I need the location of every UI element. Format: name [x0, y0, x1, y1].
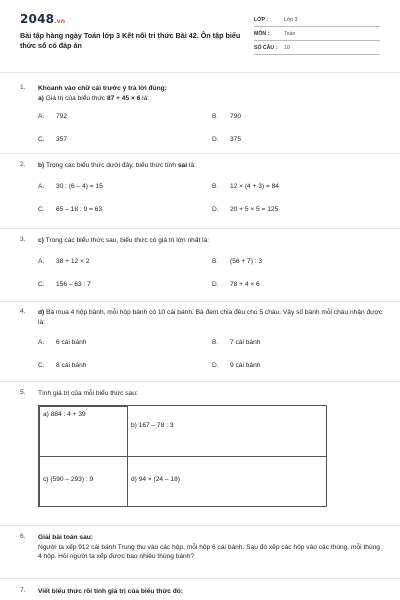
- meta-subject-value: Toán: [284, 31, 296, 37]
- meta-count-value: 10: [284, 45, 290, 51]
- question-number: 7.: [20, 587, 26, 594]
- option-text: 790: [230, 113, 242, 120]
- option-d[interactable]: [212, 281, 260, 288]
- logo-suffix: .vn: [54, 18, 66, 25]
- logo-main: 2048: [20, 12, 55, 26]
- option-b[interactable]: [212, 258, 262, 265]
- question-part: [38, 94, 383, 104]
- option-text: 8 cái bánh: [56, 362, 87, 369]
- option-a[interactable]: [38, 183, 103, 190]
- option-c[interactable]: [38, 281, 91, 288]
- part-label: d): [38, 309, 45, 316]
- part-expression: 87 + 45 × 6: [106, 94, 141, 102]
- question-number: 2.: [20, 161, 26, 168]
- option-b[interactable]: [212, 183, 279, 190]
- option-text: (56 + 7) : 3: [230, 258, 263, 265]
- option-letter: D.: [212, 206, 219, 213]
- option-c[interactable]: [38, 362, 86, 369]
- option-c[interactable]: [38, 136, 67, 143]
- meta-grade-value: Lớp 3: [284, 17, 298, 23]
- option-letter: C.: [38, 136, 45, 143]
- question-text: [38, 161, 383, 171]
- option-letter: A.: [38, 258, 45, 265]
- option-text: 156 – 63 : 7: [56, 281, 91, 288]
- part-bold-word: sai: [177, 162, 188, 169]
- meta-count-key: SỐ CÂU :: [254, 45, 278, 51]
- option-letter: B.: [212, 258, 219, 265]
- option-d[interactable]: [212, 136, 241, 143]
- question-title: Giải bài toán sau:: [38, 534, 93, 541]
- option-letter: C.: [38, 206, 45, 213]
- question-number: 1.: [20, 84, 26, 91]
- option-text: 30 : (6 – 4) = 15: [56, 183, 103, 190]
- option-letter: D.: [212, 136, 219, 143]
- option-text: 792: [56, 113, 68, 120]
- document-title: Bài tập hàng ngày Toán lớp 3 Kết nối tri thức Bài 42. Ôn tập biểu thức số có đáp án: [20, 31, 241, 50]
- meta-subject: [254, 29, 380, 41]
- part-label: b): [38, 162, 45, 169]
- option-text: 375: [230, 136, 242, 143]
- divider: [0, 525, 400, 526]
- part-text: Bà mua 4 hộp bánh, mỗi hộp bánh có 10 cái bánh. Bà đem chia đều cho 5 cháu. Vậy số bánh mỗi cháu nhận được là:: [38, 309, 383, 326]
- option-c[interactable]: [38, 206, 102, 213]
- question-title: Viết biểu thức rồi tính giá trị của biểu thức đó:: [38, 588, 183, 595]
- meta-count: [254, 43, 380, 55]
- question-number: 5.: [20, 389, 26, 396]
- option-letter: B.: [212, 113, 219, 120]
- option-b[interactable]: [212, 339, 260, 346]
- page-header: [0, 0, 400, 75]
- question-text: [38, 533, 383, 562]
- option-b[interactable]: [212, 113, 241, 120]
- option-letter: D.: [212, 362, 219, 369]
- option-a[interactable]: [38, 258, 89, 265]
- meta-grade: [254, 15, 380, 27]
- part-text-pre: Trong các biểu thức dưới đây, biểu thức tính: [45, 162, 178, 169]
- part-text-post: là:: [187, 162, 196, 169]
- question-text: [38, 308, 383, 327]
- question-number: 4.: [20, 308, 26, 315]
- divider: [0, 301, 400, 302]
- meta-grade-key: LỚP :: [254, 17, 269, 23]
- table-cell[interactable]: b) 167 – 78 : 3: [127, 418, 327, 457]
- divider: [0, 228, 400, 229]
- option-letter: D.: [212, 281, 219, 288]
- option-text: 38 + 12 × 2: [56, 258, 90, 265]
- header-divider: [0, 72, 400, 73]
- table-cell[interactable]: c) (590 – 293) : 9: [39, 456, 128, 507]
- option-letter: C.: [38, 281, 45, 288]
- option-text: 78 + 4 × 6: [230, 281, 260, 288]
- option-letter: B.: [212, 183, 219, 190]
- option-d[interactable]: [212, 206, 278, 213]
- option-letter: B.: [212, 339, 219, 346]
- option-text: 12 × (4 + 3) = 84: [230, 183, 279, 190]
- question-number: 6.: [20, 533, 26, 540]
- option-text: 20 + 5 × 5 = 125: [230, 206, 279, 213]
- option-text: 7 cái bánh: [230, 339, 261, 346]
- site-logo[interactable]: [20, 12, 65, 26]
- divider: [0, 578, 400, 579]
- option-letter: A.: [38, 183, 45, 190]
- part-text: Trong các biểu thức sau, biểu thức có giá trị lớn nhất là:: [45, 237, 210, 244]
- divider: [0, 153, 400, 154]
- option-letter: A.: [38, 113, 45, 120]
- table-cell[interactable]: d) 94 × (24 – 18): [127, 456, 327, 507]
- meta-subject-key: MÔN :: [254, 31, 270, 37]
- option-text: 357: [56, 136, 68, 143]
- option-letter: A.: [38, 339, 45, 346]
- part-label: c): [38, 237, 44, 244]
- question-instruction: Khoanh vào chữ cái trước ý trả lời đúng:: [38, 85, 167, 92]
- question-text: [38, 236, 383, 246]
- expression-table: [38, 405, 327, 507]
- part-label: a): [38, 94, 44, 102]
- question-text: [38, 84, 383, 103]
- option-letter: C.: [38, 362, 45, 369]
- question-body: Người ta xếp 912 cái bánh Trung thu vào các hộp, mỗi hộp 6 cái bánh. Sau đó xếp các hộp vào các thùng, mỗi thùng 4 hộp. Hỏi người ta xếp được bao nhiêu thùng bánh?: [38, 543, 380, 560]
- option-d[interactable]: [212, 362, 260, 369]
- option-a[interactable]: [38, 113, 67, 120]
- part-text-post: là:: [140, 94, 150, 102]
- divider: [0, 381, 400, 382]
- question-text: Tính giá trị của mỗi biểu thức sau:: [38, 390, 138, 397]
- option-a[interactable]: [38, 339, 86, 346]
- option-text: 9 cái bánh: [230, 362, 261, 369]
- part-text-pre: Giá trị của biểu thức: [45, 94, 107, 102]
- option-text: 65 – 18 : 9 = 63: [56, 206, 103, 213]
- question-number: 3.: [20, 236, 26, 243]
- option-text: 6 cái bánh: [56, 339, 87, 346]
- table-cell[interactable]: a) 884 : 4 + 39: [39, 406, 128, 457]
